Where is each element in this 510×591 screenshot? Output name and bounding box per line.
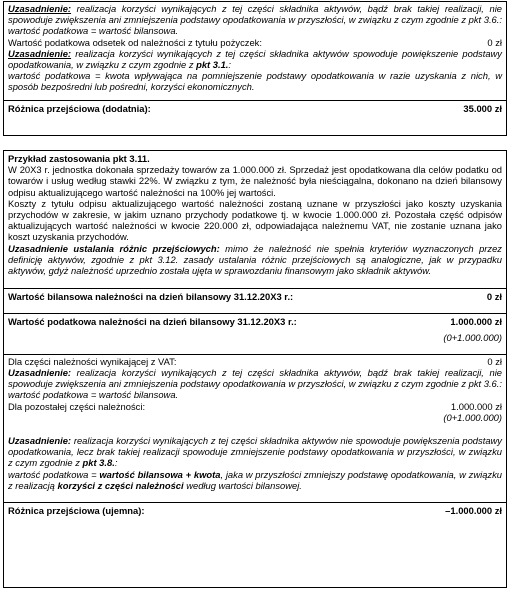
tax-value-label: Wartość podatkowa należności na dzień bilansowy 31.12.20X3 r.: [8, 316, 297, 328]
example-section [3, 150, 507, 588]
vat-justification-text: realizacja korzyści wynikających z tej części składnika aktywów, bądź brak takiej realizacji, nie spowoduje zwiększenia ani zmniejszenia podstawy opodatkowania w przyszłości, w związku z czym zgodnie z pkt 3.6.: [8, 367, 502, 390]
total-value: 35.000 zł [463, 102, 502, 114]
example-heading: Przykład zastosowania pkt 3.11. [8, 153, 150, 164]
remaining-formula-c: , jaka w przyszłości zmniejszy podstawę opodatkowania, w związku z realizacją [8, 468, 502, 491]
remaining-part-breakdown: (0+1.000.000) [443, 411, 502, 423]
justification-paragraph-2 [8, 48, 502, 70]
formula-text: wartość podatkowa = wartość bilansowa. [8, 25, 179, 37]
example-paragraph-2: Koszty z tytułu odpisu aktualizującego wartość należności zostaną uznane w przyszłości jako koszty uzyskania przychodów w zakresie, w jakim uznano przychody podatkowe tj. w kwocie 1.000.000 zł. Pozostała część odpisów aktualizujących wartość należności w kwocie 220.000 zł, odpowiadająca należnemu VAT, nie zostanie uznana jako koszt uzyskania przychodów. [8, 197, 502, 243]
total-negative-label: Różnica przejściowa (ujemna): [8, 505, 145, 517]
total-row-positive [4, 100, 506, 115]
remaining-formula [8, 469, 502, 491]
remaining-justification [8, 435, 502, 469]
justification-paragraph [8, 3, 502, 25]
justification-text: realizacja korzyści wynikających z tej części składnika aktywów, bądź brak takiej realizacji, nie spowoduje zwiększenia ani zmniejszenia podstawy opodatkowania w przyszłości, w związku z czym zgodnie z pkt 3.6.: [8, 3, 502, 26]
remaining-justification-label: Uzasadnienie: [8, 435, 72, 447]
example-justification-label: Uzasadnienie ustalania różnic przejściowych: [8, 242, 220, 254]
balance-value-row [4, 288, 506, 303]
vat-part-row [4, 354, 506, 492]
top-section [3, 1, 507, 136]
vat-part-label: Dla części należności wynikającej z VAT: [8, 355, 177, 367]
balance-value-label: Wartość bilansowa należności na dzień bilansowy 31.12.20X3 r.: [8, 291, 294, 303]
total-label: Różnica przejściowa (dodatnia): [8, 102, 151, 114]
interest-tax-value: 0 zł [487, 36, 502, 48]
interest-tax-value-label: Wartość podatkowa odsetek od należności z tytułu pożyczek: [8, 36, 262, 48]
remaining-part-row [8, 401, 502, 412]
balance-value: 0 zł [486, 291, 502, 303]
total-negative-value: –1.000.000 zł [445, 505, 502, 517]
remaining-formula-b: wartość bilansowa + kwota [99, 468, 221, 480]
justification-text-2a: realizacja korzyści wynikających z tej części składnika aktywów spowoduje powiększenie podstawy opodatkowania, w związku z czym zgodnie z [8, 47, 502, 71]
justification-text-2c: : [228, 59, 232, 71]
justification-label: Uzasadnienie: [8, 3, 72, 14]
remaining-part-label: Dla pozostałej części należności: [8, 400, 146, 412]
vat-part-value: 0 zł [487, 355, 502, 367]
remaining-justification-text-a: realizacja korzyści wynikających z tej części składnika aktywów nie spowoduje powiększenia podstawy opodatkowania, lecz brak takiej realizacji spowoduje zmniejszenie podstawy opodatkowania w przyszłości, w związku z czym zgodnie z [8, 435, 502, 469]
tax-value: 1.000.000 zł [450, 316, 502, 328]
tax-value-row [4, 313, 506, 343]
remaining-justification-text-c: : [114, 457, 118, 469]
vat-justification-label: Uzasadnienie: [8, 367, 72, 379]
remaining-formula-e: według wartości bilansowej. [183, 479, 302, 491]
justification-text-2b: pkt 3.1. [196, 59, 229, 71]
remaining-justification-text-b: pkt 3.8. [82, 457, 115, 469]
interest-tax-value-row [8, 37, 502, 48]
vat-justification [8, 367, 502, 389]
justification-label-2: Uzasadnienie: [8, 47, 72, 59]
example-paragraph-1: W 20X3 r. jednostka dokonała sprzedaży towarów za 1.000.000 zł. Sprzedaż jest opodatkowana dla celów podatku od towarów i usług według stawki 22%. W związku z tym, że należność była nieściągalna, dokonano na dzień bilansowy odpisu aktualizującego wartość należności na 100% jej wartości. [8, 164, 502, 198]
tax-value-breakdown: (0+1.000.000) [443, 331, 502, 343]
remaining-formula-a: wartość podatkowa = [8, 468, 100, 480]
example-justification-text: mimo że należność nie spełnia kryteriów wyznaczonych przez definicję aktywów, zgodnie z pkt 3.12. zasady ustalania różnic przejściowych są analogiczne, jak w przypadku aktywów, gdyż należność uprzednio została ujęta w sprawozdaniu finansowym jako składnik aktywów. [8, 242, 502, 277]
vat-formula: wartość podatkowa = wartość bilansowa. [8, 389, 179, 401]
formula-text-2: wartość podatkowa = kwota wpływająca na pomniejszenie podstawy opodatkowania w razie uzyskania z nich, w sposób bezpośredni lub pośredni, korzyści ekonomicznych. [8, 70, 502, 93]
remaining-formula-d: korzyści z części należności [57, 479, 184, 491]
remaining-part-value: 1.000.000 zł [450, 400, 502, 412]
example-paragraph-3 [8, 243, 502, 277]
total-row-negative [4, 502, 506, 517]
